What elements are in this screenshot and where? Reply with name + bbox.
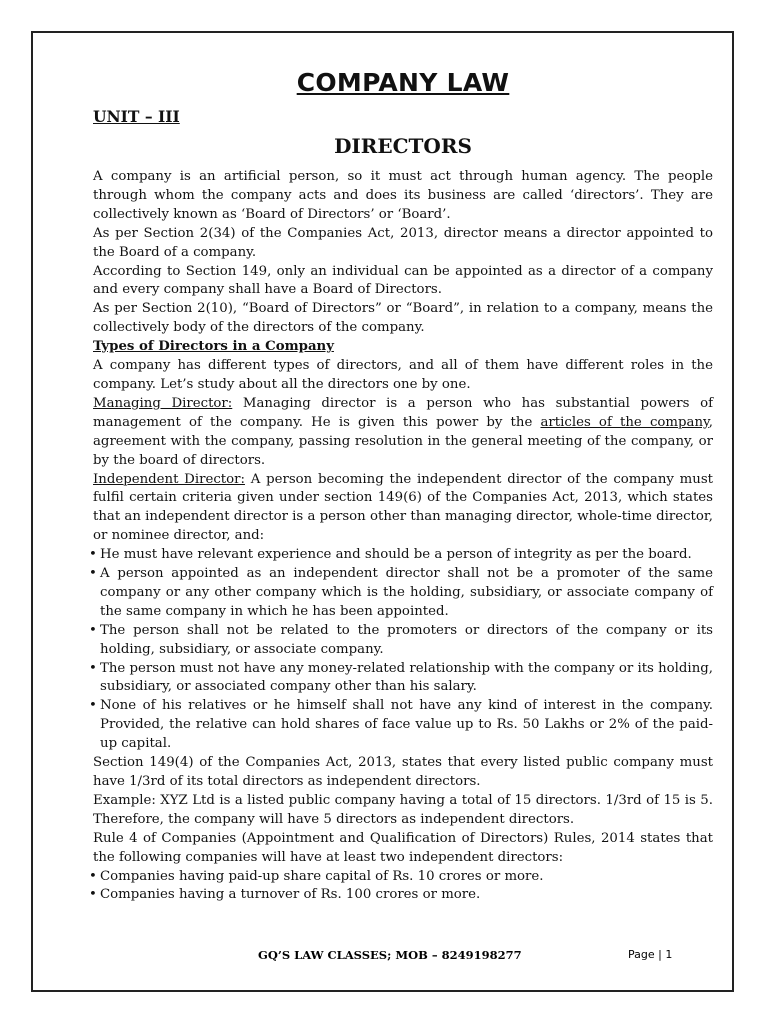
bullet-icon: • <box>89 547 97 563</box>
types-heading: Types of Directors in a Company <box>93 339 334 355</box>
document-title: COMPANY LAW <box>296 68 510 97</box>
list-item <box>89 546 713 565</box>
list-item <box>89 886 713 905</box>
independent-director-term: Independent Director: <box>93 471 245 487</box>
bullet-icon: • <box>89 868 97 884</box>
paragraph-section-2-34: As per Section 2(34) of the Companies Act, 2013, director means a director appointed to the Board of a company. <box>93 225 713 260</box>
document-content <box>89 60 714 905</box>
criteria-list <box>89 546 713 754</box>
section-heading: DIRECTORS <box>334 134 472 158</box>
paragraph-rule-4: Rule 4 of Companies (Appointment and Qualification of Directors) Rules, 2014 states that the following companies will have at least two independent directors: <box>93 830 713 865</box>
list-item-text: The person must not have any money-related relationship with the company or its holding, subsidiary, or associated company other than his salary. <box>100 660 713 695</box>
articles-link[interactable]: articles of the company <box>540 414 709 430</box>
bullet-icon: • <box>89 887 97 903</box>
list-item <box>89 660 713 698</box>
list-item <box>89 868 713 887</box>
bullet-icon: • <box>89 698 97 714</box>
list-item-text: Companies having paid-up share capital of Rs. 10 crores or more. <box>100 868 544 884</box>
managing-director-text-b: , agreement with the company, passing resolution in the general meeting of the company, or by the board of directors. <box>93 414 714 468</box>
page-footer <box>0 948 768 968</box>
bullet-icon: • <box>89 660 97 676</box>
list-item-text: A person appointed as an independent director shall not be a promoter of the same company or any other company which is the holding, subsidiary, or associate company of the same company in which he has been appointed. <box>100 566 713 619</box>
managing-director-text-a: Managing director is a person who has substantial powers of management of the company. He is given this power by the <box>93 395 713 430</box>
footer-contact: GQ’S LAW CLASSES; MOB – 8249198277 <box>258 948 522 962</box>
paragraph-intro: A company is an artificial person, so it must act through human agency. The people through whom the company acts and does its business are called ‘directors’. They are collectively known as ‘Board of Directors’ or ‘Board’. <box>93 169 713 222</box>
bullet-icon: • <box>89 566 97 582</box>
bullet-icon: • <box>89 622 97 638</box>
managing-director-term: Managing Director: <box>93 395 233 411</box>
paragraph-types: A company has different types of directors, and all of them have different roles in the company. Let’s study about all the directors one by one. <box>93 358 713 392</box>
paragraph-section-149: According to Section 149, only an individual can be appointed as a director of a company and every company shall have a Board of Directors. <box>93 263 713 298</box>
paragraph-section-2-10: As per Section 2(10), “Board of Directors” or “Board”, in relation to a company, means the collectively body of the directors of the company. <box>93 301 713 336</box>
rule-4-list <box>89 868 713 906</box>
list-item <box>89 622 713 660</box>
independent-director-text: A person becoming the independent director of the company must fulfil certain criteria given under section 149(6) of the Companies Act, 2013, which states that an independent director is a person other than managing director, whole-time director, or nominee director, and: <box>93 471 713 544</box>
paragraph-section-149-4: Section 149(4) of the Companies Act, 2013, states that every listed public company must have 1/3rd of its total directors as independent directors. <box>93 755 713 789</box>
list-item-text: He must have relevant experience and should be a person of integrity as per the board. <box>100 547 692 563</box>
list-item-text: None of his relatives or he himself shall not have any kind of interest in the company. Provided, the relative can hold shares of face value up to Rs. 50 Lakhs or 2% of the paid-up capital. <box>100 698 713 752</box>
unit-label: UNIT – III <box>93 107 180 126</box>
types-heading-line <box>93 338 713 357</box>
list-item <box>89 565 713 622</box>
list-item-text: Companies having a turnover of Rs. 100 crores or more. <box>100 887 481 903</box>
paragraph-managing-director <box>93 395 713 471</box>
page-number: Page | 1 <box>628 948 673 961</box>
paragraph-example: Example: XYZ Ltd is a listed public company having a total of 15 directors. 1/3rd of 15 is 5. Therefore, the company will have 5 directors as independent directors. <box>93 792 713 827</box>
paragraph-independent-director <box>93 471 713 547</box>
list-item <box>89 697 713 754</box>
list-item-text: The person shall not be related to the promoters or directors of the company or its holding, subsidiary, or associate company. <box>100 622 713 657</box>
